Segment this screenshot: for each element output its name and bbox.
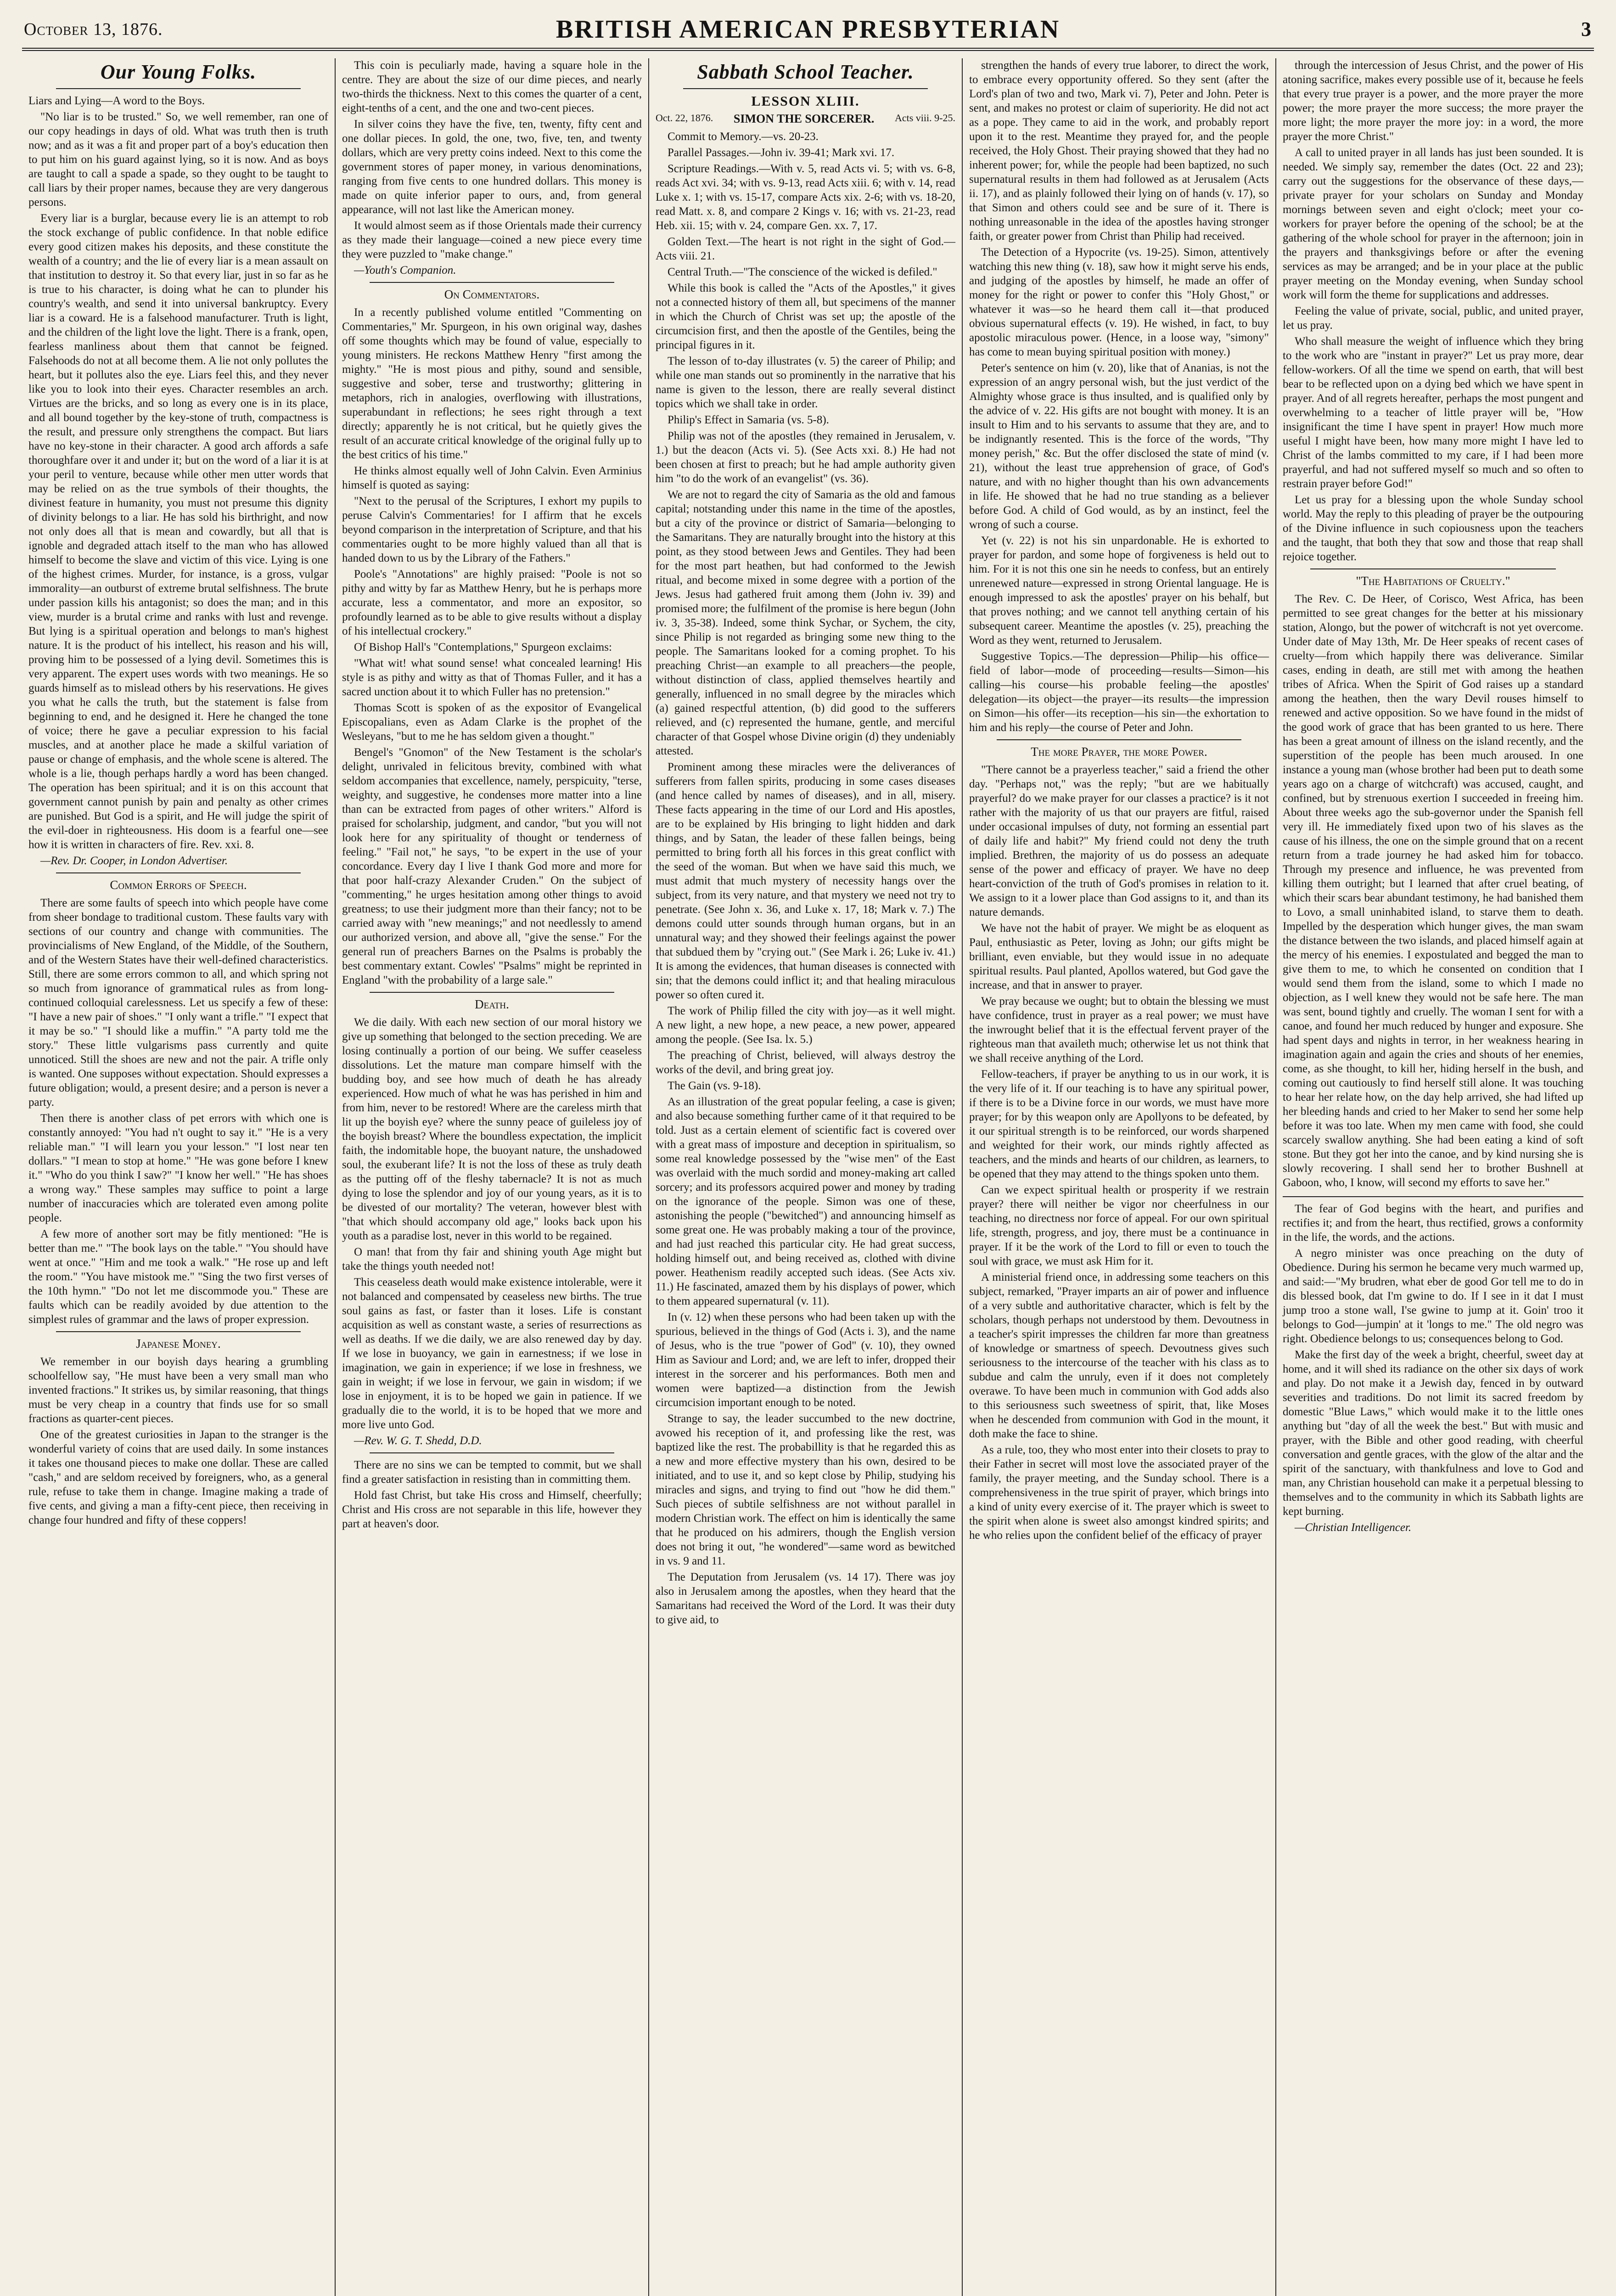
paragraph: Let us pray for a blessing upon the whole Sunday school world. May the reply to this pleading of prayer be the outpouring of the Divine influence in such copiousness upon the teachers and the taught, that both they that sow and those that reap shall rejoice together. xyxy=(1283,494,1583,563)
divider xyxy=(683,88,928,89)
article-body xyxy=(1283,58,1583,564)
paragraph: We are not to regard the city of Samaria as the old and famous capital; notstanding under this name in the time of the apostles, but a city of the province or district of Samaria—belonging to the Samaritans. They are naturally brought into the history at this point, as they stood between Jews and Gentiles. They had been for the most part heathen, but had conformed to the Jewish ritual, and become mixed in some degree with a portion of the Jews. Jesus had gathered fruit among them (John iv. 39) and promised more; the fulfilment of the promise is here begun (John iv. 3, 35-38). Indeed, some think Sychar, or Sychem, the city, since Philip is not regarded as bringing some new thing to the people. The Samaritans looked for a coming prophet. To his preaching Christ—an example to all preachers—the people, without distinction of class, applied themselves heartily and generally, influenced in no small degree by the miracles which (a) gained respectful attention, (b) did good to the sufferers relieved, and (c) represented the humane, gentle, and merciful character of that Gospel whose Divine origin (d) they undeniably attested. xyxy=(656,489,955,757)
column-4 xyxy=(963,58,1276,2296)
paragraph: This ceaseless death would make existence intolerable, were it not balanced and compensated by ceaseless new births. The true soul gains as fast, or faster than it loses. Life is constant acquisition as well as constant waste, a series of resurrections as well as deaths. If we die daily, we are also renewed day by day. If we lose in buoyancy, we gain in earnestness; if we lose in imagination, we gain in experience; if we lose in freshness, we gain in weight; if we lose in fervour, we gain in wisdom; if we lose in enjoyment, it is to be hoped we gain in patience. If we gradually die to the world, it is to be hoped that we more and more live unto God. xyxy=(342,1276,642,1431)
article-body xyxy=(28,110,328,852)
paragraph: He thinks almost equally well of John Calvin. Even Arminius himself is quoted as saying: xyxy=(342,465,642,491)
article-body xyxy=(1283,1202,1583,1519)
paragraph: The Rev. C. De Heer, of Corisco, West Africa, has been permitted to see great changes for the better at his missionary station, Alongo, but the power of witchcraft is not yet overcome. Under date of May 13th, Mr. De Heer speaks of recent cases of cruelty—from which happily there was deliverance. Similar cases, ending in death, are still met with among the heathen tribes of Africa. When the Spirit of God raises up a standard among the heathen, then the wary Devil rouses himself to renewed and active opposition. So we have found in the midst of the good work of grace that has been granted to us here. There has been a great amount of illness on the island recently, and the superstition of the people has been much aroused. In one instance a young man (whose brother had been put to death some years ago on a charge of witchcraft) was accused, caught, and confined, but by strenuous exertion I succeeded in freeing him. About three weeks ago the sub-governor under the Spanish fell very ill. He immediately fixed upon two of his slaves as the cause of his illness, the one on the simple ground that on a recent return from a trade journey he had asked him for tobacco. Through my presence and influence, he was prevented from killing them outright; but I learned that after cruel beating, of which their scars bear abundant testimony, he had banished them to Lovo, a small uninhabited island, to starve them to death. Impelled by the desperation which hunger gives, the man swam the distance between the two islands, and placed himself again at the mercy of his enemies. I expostulated and begged the man to give them to me, to which he consented on condition that I would send them from the island, some to which I made no objection, as I well knew they would not be safe here. The man was sent, bound tightly and cruelly. The woman I sent for with a canoe, and found her much reduced by hunger and exposure. She had spent days and nights in terror, in her weakness hearing in imagination again and again the cries and shouts of her enemies, come, as she thought, to kill her, hiding herself in the bush, and coming out cautiously to find herself still alone. It was touching to hear her relate how, on the day help arrived, she had lifted up her bleeding hands and cried to her Maker to send her some help before it was too late. When my men came with food, she could scarcely swallow anything. She had been eating a kind of soft stone. But they got her into the canoe, and by kind nursing she is slowly recovering. I shall send her to brother Bushnell at Gaboon, who, I know, will second my efforts to save her." xyxy=(1283,593,1583,1189)
paragraph: Golden Text.—The heart is not right in the sight of God.—Acts viii. 21. xyxy=(656,236,955,262)
divider xyxy=(370,992,614,993)
lesson-info xyxy=(656,112,955,126)
article-body xyxy=(28,896,328,1327)
paragraph: A negro minister was once preaching on the duty of Obedience. During his sermon he became very much warmed up, and said:—"My brudren, what eber de good Gor tell me to do in dis blessed book, dat I'm gwine to do. If I see in it dat I must jump troo a stone wall, I'se gwine to jump at it. Goin' troo it belongs to God—jumpin' at it 'longs to me." The old negro was right. Obedience belongs to us; consequences belong to God. xyxy=(1283,1247,1583,1345)
paragraph: Suggestive Topics.—The depression—Philip—his office—field of labor—mode of proceeding—results—Simon—his calling—his course—his probable feeling—the apostles' delegation—its object—the prayer—its results—the impression on Simon—his offer—its reception—his sin—the exhortation to him and his reply—the course of Peter and John. xyxy=(969,650,1269,734)
divider xyxy=(370,1452,614,1453)
section-heading-sabbath-school: Sabbath School Teacher. xyxy=(697,61,914,83)
paragraph: There are no sins we can be tempted to commit, but we shall find a greater satisfaction in resisting than in committing them. xyxy=(342,1459,642,1486)
page-number: 3 xyxy=(1581,18,1591,40)
paragraph: Peter's sentence on him (v. 20), like that of Ananias, is not the expression of an angry personal wish, but the just verdict of the Almighty whose grace is thus insulted, and is qualified only by the advice of v. 22. His gifts are not bought with money. It is an insult to Him and to his servants to assume that they are, and to be indignantly resented. This is the force of the words, "Thy money perish," &c. But the offer disclosed the state of mind (v. 21), without the least true apprehension of grace, of God's nature, and with no higher thought than his own advancements in life. He showed that he had no true standing as a believer before God. A child of God would, as by an instinct, feel the wrong of such a course. xyxy=(969,362,1269,531)
article-title: Liars and Lying—A word to the Boys. xyxy=(28,95,205,107)
paragraph: through the intercession of Jesus Christ, and the power of His atoning sacrifice, makes every possible use of it, because he feels that every true prayer is a power, and the more prayer the more power; the more prayer the more success; the more prayer the more light; the more prayer the more joy: in a word, the more prayer the more Christ." xyxy=(1283,59,1583,143)
divider xyxy=(56,88,301,89)
article-title: Japanese Money. xyxy=(136,1337,221,1351)
article-body xyxy=(969,763,1269,1542)
paragraph: Of Bishop Hall's "Contemplations," Spurgeon exclaims: xyxy=(354,641,612,653)
article-source: —Youth's Companion. xyxy=(354,264,456,276)
article-source: —Rev. Dr. Cooper, in London Advertiser. xyxy=(40,855,228,867)
article-body xyxy=(342,1458,642,1531)
paragraph: Every liar is a burglar, because every lie is an attempt to rob the stock exchange of public confidence. In that noble edifice every good citizen makes his deposits, and these constitute the wealth of a country; and the lie of every liar is a mean assault on that institution to destroy it. So that every liar, just in so far as he is true to his character, is doing what he can to plunder his country's wealth, and send it into universal bankruptcy. Every liar is a coward. He is a falsehood manufacturer. Truth is light, and the children of the light love the light. There is a frank, open, fearless manliness about them that cannot be feigned. Falsehoods do not at all become them. A lie not only pollutes the heart, but it pollutes also the eye. Liars feel this, and they never like you to look into their eyes. Character resembles an arch. Virtues are the bricks, and so long as every one is in its place, and all bound together by the key-stone of truth, compactness is the result, and pressure only strengthens the compact. But liars have no key-stone in their character. A good arch affords a safe thoroughfare over it and under it; but on the word of a liar it is at your peril to venture, because while other men utter words that may be relied on as the true symbols of their thoughts, the divinest feature in humanity, you must not presume this dignity of divinity belongs to a liar. He has sold his birthright, and now not only does all that is mean and cowardly, but all that is ignoble and degraded attach itself to the man who has allowed himself to become the slave and victim of this vice. Lying is one of the highest crimes. Murder, for instance, is a gross, vulgar immorality—an outburst of extreme brutal selfishness. The brute under passion kills his antagonist; so does the man; and in this view, murder is a brutal crime and ranks with lust and revenge. But lying is a spiritual operation and belongs to man's highest nature. It is the product of his intellect, his reason and his will, proving him to be possessed of a lying devil. Sometimes this is very apparent. The expert uses words with two meanings. He so guards himself as to mislead others by his reservations. He gives you what he calls the truth, but the statement is false from beginning to end, and he designed it. Here he changed the tone of voice; there he gave a peculiar expression to his facial muscles, and at another place he made a skilful variation of pause or change of emphasis, and the whole scene is altered. The whole is a lie, though perhaps hardly a word has been changed. The operation has been spiritual; and it is on this account that government cannot punish by pain and penalty as other crimes are punished. But God is a spirit, and He will judge the spirit of the evil-doer in righteousness. His doom is a fearful one—see how it is written in characters of fire. Rev. xxi. 8. xyxy=(28,212,328,851)
article-body xyxy=(342,305,642,987)
paragraph: The Gain (vs. 9-18). xyxy=(668,1080,761,1092)
section-heading-young-folks: Our Young Folks. xyxy=(100,61,257,83)
paragraph: The Deputation from Jerusalem (vs. 14 17). There was joy also in Jerusalem among the apostles, when they heard that the Samaritans had received the Word of the Lord. It was their duty to give aid, to xyxy=(656,1571,955,1626)
paragraph: The lesson of to-day illustrates (v. 5) the career of Philip; and while one man stands out so prominently in the narrative that his name is given to the lesson, there are really several distinct topics which we shall take in order. xyxy=(656,355,955,410)
paragraph: As a rule, too, they who most enter into their closets to pray to their Father in secret will most love the associated prayer of the family, the prayer meeting, and the Sunday school. There is a comprehensiveness in the true spirit of prayer, which brings into a kind of unity every exercise of it. The prayer which is sweet to the spirit when alone is sweet also amongst kindred spirits; and he who relies upon the confident belief of the efficacy of prayer xyxy=(969,1444,1269,1542)
column-5 xyxy=(1276,58,1590,2296)
article-title: The more Prayer, the more Power. xyxy=(1031,745,1207,759)
paragraph: Feeling the value of private, social, public, and united prayer, let us pray. xyxy=(1283,305,1583,332)
paragraph: We pray because we ought; but to obtain the blessing we must have confidence, trust in prayer as a real power; we must have the inwrought belief that it is the effectual fervent prayer of the righteous man that availeth much; otherwise let us not think that we shall receive anything of the Lord. xyxy=(969,995,1269,1064)
columns xyxy=(22,58,1594,2296)
lesson-number: LESSON XLIII. xyxy=(751,94,860,109)
paragraph: A call to united prayer in all lands has just been sounded. It is needed. We simply say, remember the dates (Oct. 22 and 23); carry out the suggestions for the observance of these days,—private prayer for your scholars on Sunday and Monday mornings between seven and eight o'clock; meet your co-workers for prayer before the opening of the school; be at the gathering of the whole school for prayer in the afternoon; join in the prayers and thanksgivings before or after the evening services as may be arranged; and be in your place at the public prayer meeting on the Monday evening, when Sunday school work will form the theme for supplications and addresses. xyxy=(1283,146,1583,301)
paragraph: It would almost seem as if those Orientals made their currency as they made their language—coined a new piece every time they were puzzled to "make change." xyxy=(342,219,642,260)
article-body xyxy=(28,1355,328,1527)
paragraph: In a recently published volume entitled "Commenting on Commentaries," Mr. Spurgeon, in his own original way, dashes off some thoughts which may be found of value, especially to young ministers. He reckons Matthew Henry "first among the mighty." "He is most pious and pithy, sound and sensible, suggestive and sober, terse and trustworthy; glittering in metaphors, rich in analogies, overflowing with illustrations, superabundant in reflections; he sees right through a text directly; apparently he is not critical, but he quietly gives the result of an accurate critical knowledge of the original fully up to the best critics of his time." xyxy=(342,306,642,461)
paragraph: "What wit! what sound sense! what concealed learning! His style is as pithy and witty as that of Thomas Fuller, and it has a sacred unction about it to which Fuller has no pretension." xyxy=(342,657,642,698)
article-source: —Rev. W. G. T. Shedd, D.D. xyxy=(354,1435,482,1447)
paragraph: Philip's Effect in Samaria (vs. 5-8). xyxy=(668,414,829,426)
paragraph: O man! that from thy fair and shining youth Age might but take the things youth needed not! xyxy=(342,1246,642,1272)
paragraph: Prominent among these miracles were the deliverances of sufferers from fallen spirits, producing in some cases diseases (and hence called by names of diseases), and in all, misery. These facts appearing in the time of our Lord and His apostles, are to be explained by His bringing to light hidden and dark things, and by Satan, the leader of these fallen beings, being permitted to bring forth all his forces in this great conflict with the seed of the woman. But when we have said this much, we must admit that much mystery of necessity hangs over the subject, from its very nature, and that mystery we need not try to penetrate. (See John x. 36, and Luke x. 17, 18; Mark v. 7.) The demons could utter sounds through human organs, but in an unnatural way; and they showed their feelings against the power that subdued them by "crying out." (See Mark i. 26; Luke iv. 41.) It is among the evidences, that human diseases is connected with sin; that the demons could inflict it; and that healing miraculous power so often cured it. xyxy=(656,761,955,1001)
paragraph: "There cannot be a prayerless teacher," said a friend the other day. "Perhaps not," was the reply; "but are we habitually prayerful? do we make prayer for our classes a practice? is it not rather with the majority of us that our prayers are fitful, raised under occasional impulses of duty, not forming an essential part of daily life and habit?" My friend could not deny the truth implied. Brethren, the majority of us do possess an adequate sense of the power and efficacy of prayer. We have no deep heart-conviction of the truth of God's promises in relation to it. We assign to it a lower place than God assigns to it, and than its nature demands. xyxy=(969,764,1269,918)
paragraph: Yet (v. 22) is not his sin unpardonable. He is exhorted to prayer for pardon, and some hope of forgiveness is held out to him. For it is not this one sin he needs to confess, but an entirely unrenewed nature—expressed in strong Oriental language. He is enough impressed to ask the apostles' prayer on his behalf, but that proves nothing; and we cannot tell anything certain of his subsequent career. Meantime the apostles (v. 25), preaching the Word as they went, returned to Jerusalem. xyxy=(969,535,1269,647)
newspaper-title: BRITISH AMERICAN PRESBYTERIAN xyxy=(556,15,1060,44)
paragraph: Poole's "Annotations" are highly praised: "Poole is not so pithy and witty by far as Matthew Henry, but he is perhaps more accurate, less a commentator, and more an expositor, so profoundly learned as to be able to give results without a display of his intellectual crockery." xyxy=(342,568,642,637)
paragraph: "No liar is to be trusted." So, we well remember, ran one of our copy headings in days of old. What was truth then is truth now; and as it was a fit and proper part of a boy's education then to put him on his guard against lying, so it is now. And as boys are taught to call a spade a spade, so they ought to be taught to call liars by their proper names, because they are very dangerous persons. xyxy=(28,111,328,208)
lesson-reference: Acts viii. 9-25. xyxy=(894,112,955,124)
column-3 xyxy=(649,58,963,2296)
paragraph: The preaching of Christ, believed, will always destroy the works of the devil, and bring great joy. xyxy=(656,1049,955,1076)
paragraph: While this book is called the "Acts of the Apostles," it gives not a connected history of them all, but specimens of the manner in which the Church of Christ was set up; the apostle of the circumcision first, and then the apostle of the Gentiles, being the principal figures in it. xyxy=(656,282,955,351)
article-title: Common Errors of Speech. xyxy=(110,878,247,892)
article-body xyxy=(656,129,955,1627)
paragraph: Can we expect spiritual health or prosperity if we restrain prayer? there will neither be vigor nor cheerfulness in our teaching, no directness nor force of appeal. For our own spiritual life, strength, progress, and joy, there must be a continuance in prayer. If it be the work of the Lord to fill or even to touch the soul with grace, we must ask Him for it. xyxy=(969,1184,1269,1267)
divider xyxy=(1310,568,1556,569)
paragraph: One of the greatest curiosities in Japan to the stranger is the wonderful variety of coins that are used daily. In some instances it takes one thousand pieces to make one dollar. These are called "cash," and are seldom received by foreigners, who, as a general rule, refuse to take them in change. Imagine making a trade of five cents, and giving a man a fifty-cent piece, then receiving in change four hundred and fifty of these coppers! xyxy=(28,1429,328,1526)
masthead xyxy=(22,14,1594,51)
paragraph: Then there is another class of pet errors with which one is constantly annoyed: "You had n't ought to say it." "He is a very reliable man." "I will learn you your lesson." "I lost near ten dollars." "I mean to stop at home." "He was gone before I knew it." "Who do you think I saw?" "I know her well." "He has shoes a wrong way." These samples may suffice to point a large number of inaccuracies which are tolerated even among polite people. xyxy=(28,1112,328,1224)
divider xyxy=(997,739,1241,740)
paragraph: Bengel's "Gnomon" of the New Testament is the scholar's delight, unrivaled in felicitous brevity, combined with what seldom accompanies that excellence, namely, perspicuity, "terse, weighty, and suggestive, he condenses more matter into a line than can be extracted from pages of other writers." Alford is praised for scholarship, judgment, and candor, "but you will not look here for any spirituality of thought or tenderness of feeling." "Fail not," he says, "to be expert in the use of your concordance. Every day I live I thank God more and more for that poor half-crazy Alexander Cruden." On the subject of "commenting," he urges hesitation among other things to avoid greatness; to use their judgment more than their fancy; not to be carried away with "new meanings;" and not needlessly to amend our authorized version, and above all, "give the sense." For the general run of preachers Barnes on the Psalms is probably the best commentary extant. Cowles' "Psalms" might be reprinted in England "with the probability of a large sale." xyxy=(342,746,642,986)
paragraph: Fellow-teachers, if prayer be anything to us in our work, it is the very life of it. If our teaching is to have any spiritual power, if there is to be a Divine force in our words, we must have more prayer; for by this weapon only are Apollyons to be defeated, by it our spiritual strength is to be reinforced, our words sharpened and weighted for their work, our minds rightly affected as teachers, and the minds and hearts of our children, as learners, to be opened that they may attend to the things spoken unto them. xyxy=(969,1068,1269,1180)
paragraph: Philip was not of the apostles (they remained in Jerusalem, v. 1.) but the deacon (Acts vi. 5). (See Acts xxi. 8.) He had not been chosen at first to preach; but he had ample authority given him "to do the work of an evangelist" (vs. 36). xyxy=(656,430,955,485)
article-body xyxy=(342,1015,642,1432)
divider xyxy=(370,282,614,283)
paragraph: In silver coins they have the five, ten, twenty, fifty cent and one dollar pieces. In gold, the one, two, five, ten, and twenty dollars, which are very pretty coins indeed. Next to this come the government stores of paper money, in various denominations, ranging from five cents to one hundred dollars. This money is made on quite inferior paper to ours, and, from general appearance, will not last like the American money. xyxy=(342,118,642,216)
paragraph: As an illustration of the great popular feeling, a case is given; and also because something further came of it that required to be told. Just as a certain element of scientific fact is covered over with a great mass of imposture and deception in spiritualism, so some real knowledge possessed by the "wise men" of the East was overlaid with the much sordid and money-making art called sorcery; and its professors acquired power and money by trading on the ignorance of the people. Simon was one of these, astonishing the people ("bewitched") and announcing himself as some great one. He was probably making a tour of the province, and had just reached this particular city. He had great success, holding himself out, and being received as, clothed with divine power. Heathenism readily accepted such ideas. (See Acts xiv. 11.) He fascinated, amazed them by his displays of power, which to them appeared supernatural (v. 11). xyxy=(656,1096,955,1307)
paragraph: We remember in our boyish days hearing a grumbling schoolfellow say, "He must have been a very small man who invented fractions." It strikes us, by similar reasoning, that things must be very cheap in a country that finds use for so small fractions as quarter-cent pieces. xyxy=(28,1356,328,1425)
issue-date: October 13, 1876. xyxy=(24,20,163,39)
article-title: Death. xyxy=(475,997,509,1011)
paragraph: This coin is peculiarly made, having a square hole in the centre. They are about the size of our dime pieces, and nearly two-thirds the thickness. Next to this comes the quarter of a cent, eight-tenths of a cent, and the one and two-cent pieces. xyxy=(342,59,642,114)
article-body xyxy=(342,58,642,261)
article-title: On Commentators. xyxy=(444,287,540,301)
paragraph: We have not the habit of prayer. We might be as eloquent as Paul, enthusiastic as Peter, loving as John; our gifts might be brilliant, even enviable, but they would issue in no adequate spiritual results. Paul planted, Apollos watered, but God gave the increase, and that in answer to prayer. xyxy=(969,922,1269,991)
divider xyxy=(56,872,301,873)
paragraph: strengthen the hands of every true laborer, to direct the work, to embrace every opportunity offered. So they sent (after the Lord's plan of two and two, Mark vi. 7), Peter and John. Peter is sent, and makes no protest or claim of superiority. He did not act as a pope. They came to aid in the work, and probably report upon it to the rest. Meantime they prayed for, and the people received, the Holy Ghost. Their praying showed that they had no inherent power; for, while the people had been baptized, no such supernatural results in them had followed as at Jerusalem (Acts ii. 17), and as plainly followed their lying on of hands (v. 17), so that Simon and others could see and be sure of it. There is nothing unreasonable in the idea of the apostles having stronger faith, or greater power from Christ than Philip had received. xyxy=(969,59,1269,242)
article-body xyxy=(969,58,1269,735)
paragraph: The work of Philip filled the city with joy—as it well might. A new light, a new hope, a new peace, a new power, appeared among the people. (See Isa. lx. 5.) xyxy=(656,1005,955,1046)
paragraph: Central Truth.—"The conscience of the wicked is defiled." xyxy=(668,266,937,278)
paragraph: Thomas Scott is spoken of as the expositor of Evangelical Episcopalians, even as Adam Clarke is the prophet of the Wesleyans, "but to me he has seldom given a thought." xyxy=(342,702,642,743)
paragraph: Who shall measure the weight of influence which they bring to the work who are "instant in prayer?" Let us pray more, dear fellow-workers. Of all the time we spend on earth, that will best bear to be reflected upon on a dying bed which we have spent in prayer. And of all regrets hereafter, perhaps the most pungent and overwhelming to a teacher of little prayer will be, "How insignificant the time I have spent in prayer! How much more useful I might have been, how many more might I have led to Christ of the lambs committed to my care, if I had been more prayerful, and had not suffered myself so much and so often to restrain prayer before God!" xyxy=(1283,335,1583,490)
paragraph: Strange to say, the leader succumbed to the new doctrine, avowed his reception of it, and professing like the rest, was baptized like the rest. The probabillity is that he regarded this as a new and more effective mystery than his own, desired to be initiated, and to use it, and so kept close by Philip, studying his miracles and signs, and trying to find out "how he did them." Such pieces of subtile selfishness are not without parallel in modern Christian work. The effect on him is identically the same that he produced on his admirers, though the English version does not bring it out, "he wondered"—same word as bewitched in vs. 9 and 11. xyxy=(656,1412,955,1567)
divider xyxy=(1283,1196,1583,1197)
paragraph: A few more of another sort may be fitly mentioned: "He is better than me." "The book lays on the table." "You should have went at once." "Him and me took a walk." "He rose up and left the room." "You have mistook me." "Sing the two first verses of the 10th hymn." "Do not let me discommode you." These are faults which can be readily avoided by due attention to the simplest rules of grammar and the laws of proper expression. xyxy=(28,1228,328,1326)
paragraph: In (v. 12) when these persons who had been taken up with the spurious, believed in the things of God (Acts i. 3), and the name of Jesus, who is the true "power of God" (v. 10), they owned Him as Saviour and Lord; and, we are left to infer, dropped their interest in the sorcerer and his performances. Both men and women were baptized—a distinction from the Jewish circumcision important enough to be noted. xyxy=(656,1311,955,1409)
article-title: "The Habitations of Cruelty." xyxy=(1356,574,1510,588)
paragraph: Make the first day of the week a bright, cheerful, sweet day at home, and it will shed its radiance on the other six days of work and play. Do not make it a Jewish day, fenced in by outward severities and traditions. Do not limit its sacred freedom by domestic "Blue Laws," which would make it to the little ones anything but "day of all the week the best." But with music and prayer, with the Bible and other good reading, with cheerful conversation and gentle graces, with the glow of the altar and the spirit of the sanctuary, with thankfulness and love to God and man, any Christian household can make it a perpetual blessing to themselves and to the community in which its Sabbath lights are kept burning. xyxy=(1283,1349,1583,1518)
paragraph: "Next to the perusal of the Scriptures, I exhort my pupils to peruse Calvin's Commentaries! for I affirm that he excels beyond comparison in the interpretation of Scripture, and that his commentaries ought to be more highly valued than all that is handed down to us by the Library of the Fathers." xyxy=(342,495,642,564)
paragraph: Commit to Memory.—vs. 20-23. xyxy=(668,130,819,143)
lesson-title: SIMON THE SORCERER. xyxy=(733,112,875,125)
paragraph: Scripture Readings.—With v. 5, read Acts vi. 5; with vs. 6-8, reads Act xvi. 34; with vs. 9-13, read Acts xiii. 6; with v. 14, read Luke x. 1; with vs. 15-17, compare Acts xix. 2-6; with vs. 18-20, read Matt. x. 8, and compare 2 Kings v. 16; with vs. 21-23, read Heb. xii. 15; with v. 24, compare Gen. xx. 7, 17. xyxy=(656,163,955,232)
paragraph: Hold fast Christ, but take His cross and Himself, cheerfully; Christ and His cross are not separable in this life, however they part at heaven's door. xyxy=(342,1489,642,1530)
lesson-date: Oct. 22, 1876. xyxy=(656,112,713,124)
column-1 xyxy=(22,58,336,2296)
article-source: —Christian Intelligencer. xyxy=(1295,1521,1412,1534)
paragraph: The Detection of a Hypocrite (vs. 19-25). Simon, attentively watching this new thing (v. 18), saw how it might serve his ends, and judging of the apostles by himself, he made an offer of money for the right or power to confer this "Holy Ghost," or whatever it was—so he heard them call it—that produced obvious supernatural effects (v. 19). He wished, in fact, to buy apostolic miraculous power. (Hence, in a loose way, "simony" has come to mean buying spiritual position with money.) xyxy=(969,246,1269,358)
paragraph: The fear of God begins with the heart, and purifies and rectifies it; and from the heart, thus rectified, grows a conformity in the life, the words, and the actions. xyxy=(1283,1203,1583,1244)
column-2 xyxy=(336,58,649,2296)
paragraph: There are some faults of speech into which people have come from sheer bondage to traditional custom. These faults vary with sections of our country and change with communities. The provincialisms of New England, of the Middle, of the Southern, and of the Western States have their well-defined characteristics. Still, there are some errors common to all, and which spring not so much from ignorance of grammatical rules as from long-continued colloquial carelessness. Let us specify a few of these: "I have a new pair of shoes." "I only want a trifle." "I expect that it may be so." "I should like a muffin." "A party told me the story." These little vulgarisms pass currently and quite unnoticed. Still the shoes are new and not the pair. A trifle only is wanted. One supposes without expectation. Should expresses a future obligation; would, a present desire; and a person is never a party. xyxy=(28,897,328,1109)
paragraph: Parallel Passages.—John iv. 39-41; Mark xvi. 17. xyxy=(668,146,895,159)
paragraph: We die daily. With each new section of our moral history we give up something that belonged to the section preceding. We are losing continually a portion of our being. We suffer ceaseless dissolutions. Let the mature man compare himself with the budding boy, and see how much of death he has already experienced. How much of what he was has perished in him and from him, never to be restored! Where are the careless mirth that lit up the boyish eye? where the sunny peace of guileless joy of the boyish breast? Where the boundless expectation, the implicit faith, the indomitable hope, the buoyant nature, the unshadowed soul, the exuberant life? It is not the loss of these as truly death as the putting off of the fleshy tabernacle? It is not as much dying to lose the splendor and joy of our young years, as it is to be divested of our mortality? The veteran, however blest with "that which should accompany old age," looks back upon his youth as a paradise lost, never in this world to be regained. xyxy=(342,1016,642,1242)
article-body xyxy=(1283,592,1583,1190)
divider xyxy=(56,1331,301,1332)
paragraph: A ministerial friend once, in addressing some teachers on this subject, remarked, "Prayer imparts an air of power and influence of a very subtle and authoritative character, which is felt by the scholars, though perhaps not understood by them. Devoutness in a teacher's spirit impresses the children far more than greatness of knowledge or smartness of speech. Devoutness gives such seriousness to the intercourse of the teacher with his class as to subdue and calm the unruly, even if it does not completely overawe. To have been much in communion with God adds also to this seriousness such sweetness of spirit, that, like Moses when he descended from communion with God in the mount, it doth make the face to shine. xyxy=(969,1271,1269,1440)
